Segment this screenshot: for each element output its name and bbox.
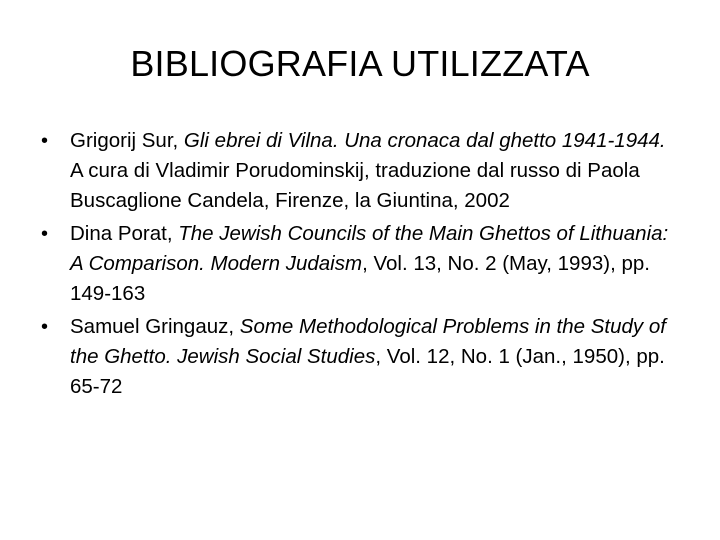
entry-title: The Jewish Councils of the Main Ghettos of Lithuania: A Comparison. Modern Judaism <box>70 222 669 275</box>
entry-title: Gli ebrei di Vilna. Una cronaca dal ghetto 1941-1944. <box>183 129 666 152</box>
bullet-icon: • <box>41 316 49 338</box>
entry-author: Grigorij Sur, <box>70 129 184 152</box>
entry-author: Dina Porat, <box>70 222 179 245</box>
slide-title: BIBLIOGRAFIA UTILIZZATA <box>130 43 590 84</box>
bibliography-entry <box>41 126 681 216</box>
bibliography-list <box>41 126 681 405</box>
bullet-icon: • <box>41 130 49 152</box>
entry-publication-details: , Vol. 12, No. 1 (Jan., 1950), pp. 65-72 <box>70 345 665 398</box>
entry-publication-details: A cura di Vladimir Porudominskij, traduzione dal russo di Paola Buscaglione Candela, Firenze, la Giuntina, 2002 <box>70 159 640 212</box>
bibliography-entry <box>41 312 681 402</box>
entry-author: Samuel Gringauz, <box>70 315 240 338</box>
bullet-icon: • <box>41 223 49 245</box>
entry-publication-details: , Vol. 13, No. 2 (May, 1993), pp. 149-163 <box>70 252 650 305</box>
entry-title: Some Methodological Problems in the Study of the Ghetto. Jewish Social Studies <box>70 315 666 368</box>
bibliography-entry <box>41 219 681 309</box>
